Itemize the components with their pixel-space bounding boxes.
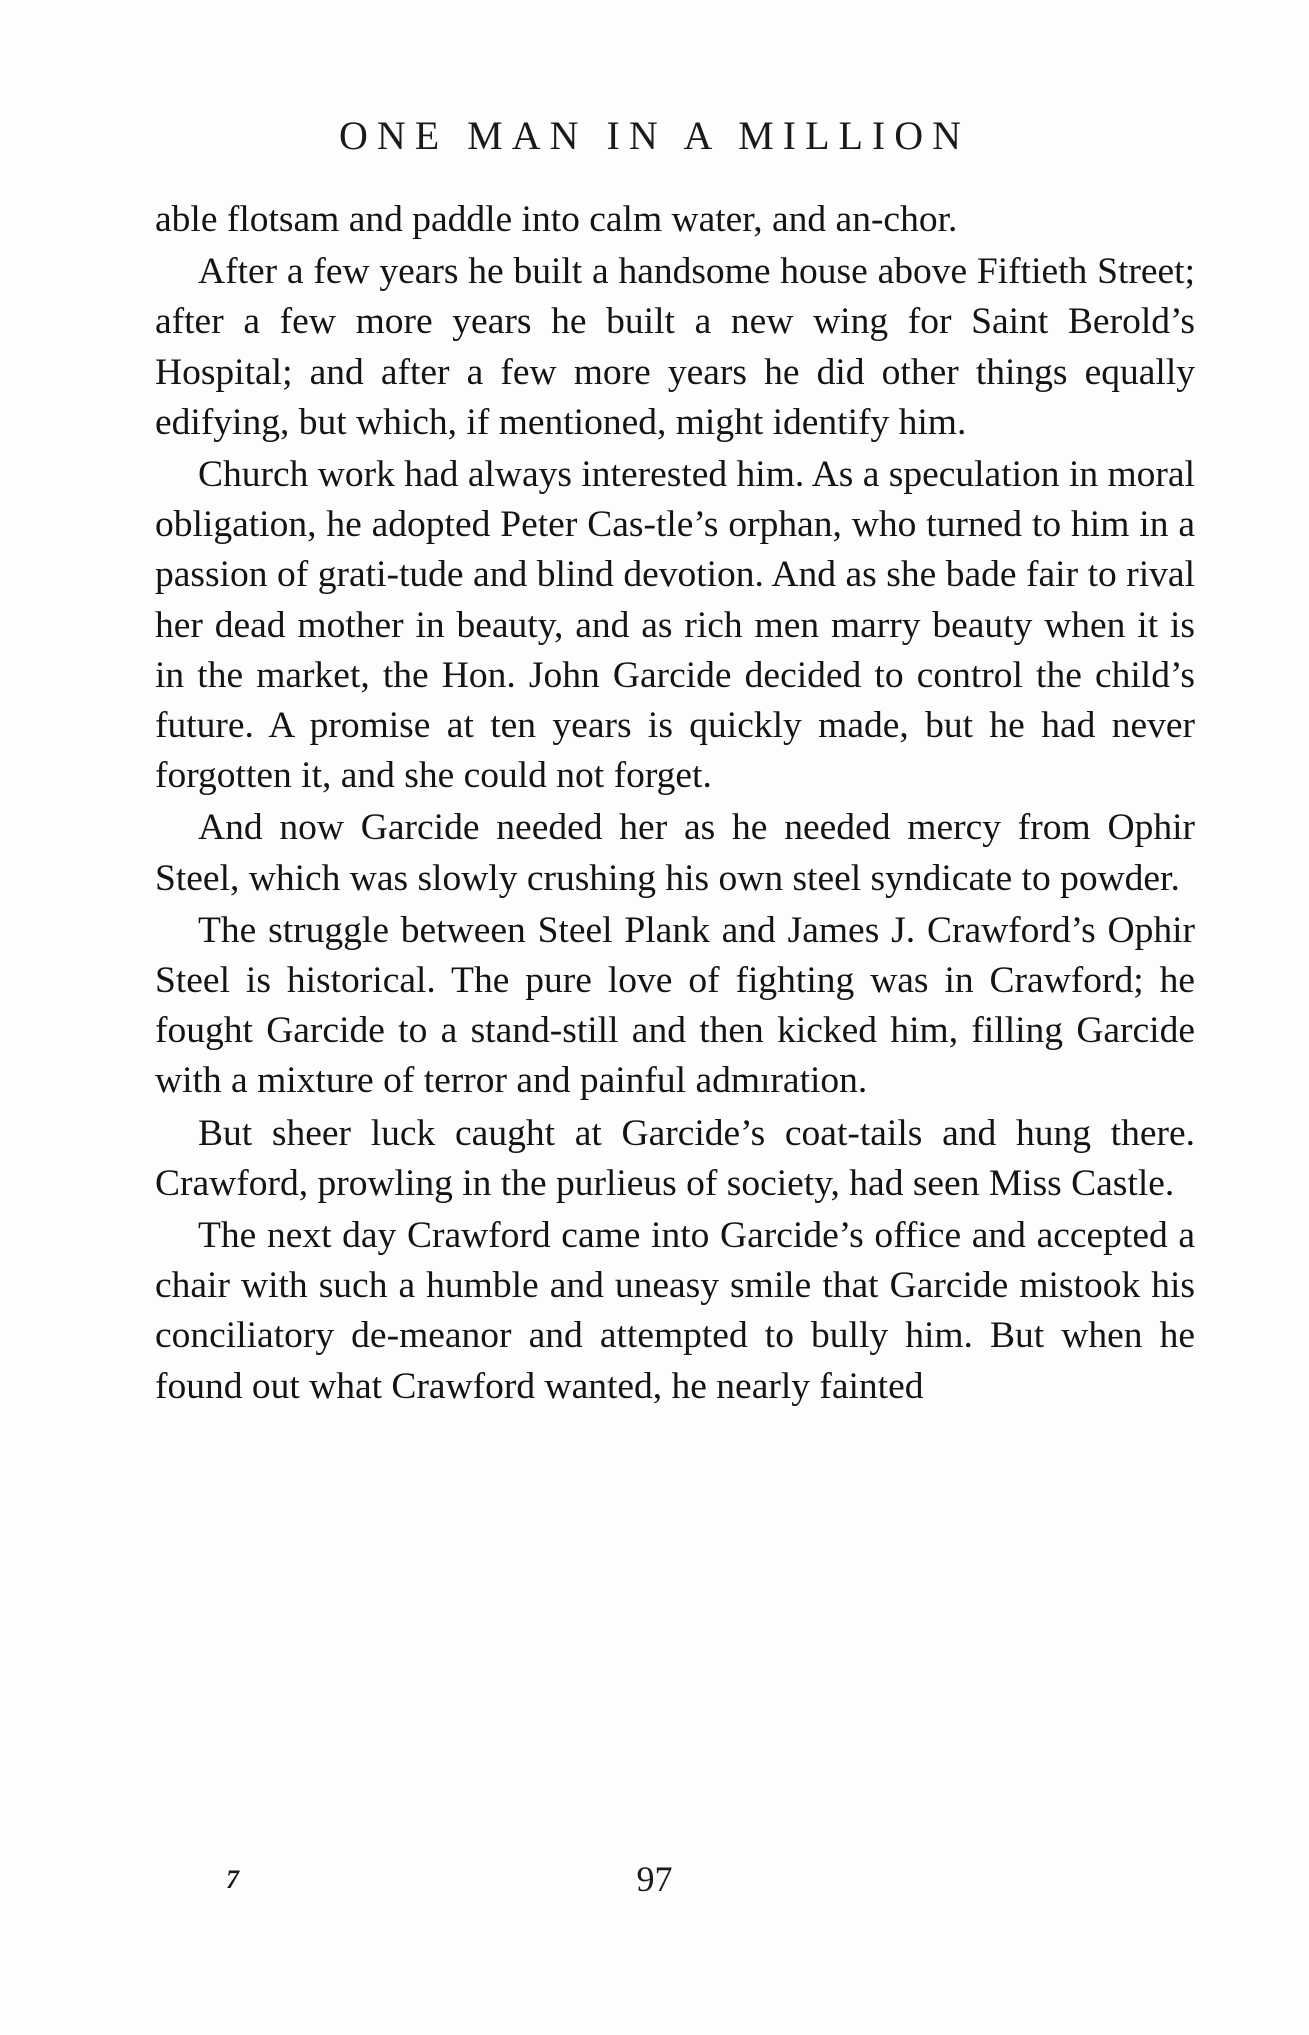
paragraph: able flotsam and paddle into calm water, and an-chor. — [155, 199, 958, 240]
paragraph: After a few years he built a handsome house above Fiftieth Street; after a few more years he built a new wing for Saint Berold’s Hospital; and after a few more years he did other things equally edifying, but which, if mentioned, might identify him. — [155, 251, 1195, 443]
paragraph: The struggle between Steel Plank and James J. Crawford’s Ophir Steel is historical. The pure love of fighting was in Crawford; he fought Garcide to a stand-still and then kicked him, filling Garcide with a mixture of terror and painful admıration. — [155, 909, 1195, 1102]
signature-mark: 7 — [226, 1865, 239, 1894]
running-head: ONE MAN IN A MILLION — [338, 113, 971, 158]
paragraph: Church work had always interested him. As a speculation in moral obligation, he adopted Peter Cas-tle’s orphan, who turned to him in a passion of grati-tude and blind devotion. And as she bade fair to rival her dead mother in beauty, and as rich men marry beauty when it is in the market, the Hon. John Garcide decided to control the child’s future. A promise at ten years is quickly made, but he had never forgotten it, and she could not forget. — [155, 454, 1195, 797]
page-number: 97 — [636, 1859, 673, 1899]
body-text — [155, 195, 1195, 1414]
paragraph: And now Garcide needed her as he needed mercy from Ophir Steel, which was slowly crushing his own steel syndicate to powder. — [155, 807, 1195, 899]
paragraph: The next day Crawford came into Garcide’s office and accepted a chair with such a humble and uneasy smile that Garcide mistook his conciliatory de-meanor and attempted to bully him. But when he found out what Crawford wanted, he nearly fainted — [155, 1215, 1195, 1407]
paragraph: But sheer luck caught at Garcide’s coat-tails and hung there. Crawford, prowling in the purlieus of society, had seen Miss Castle. — [155, 1112, 1195, 1204]
